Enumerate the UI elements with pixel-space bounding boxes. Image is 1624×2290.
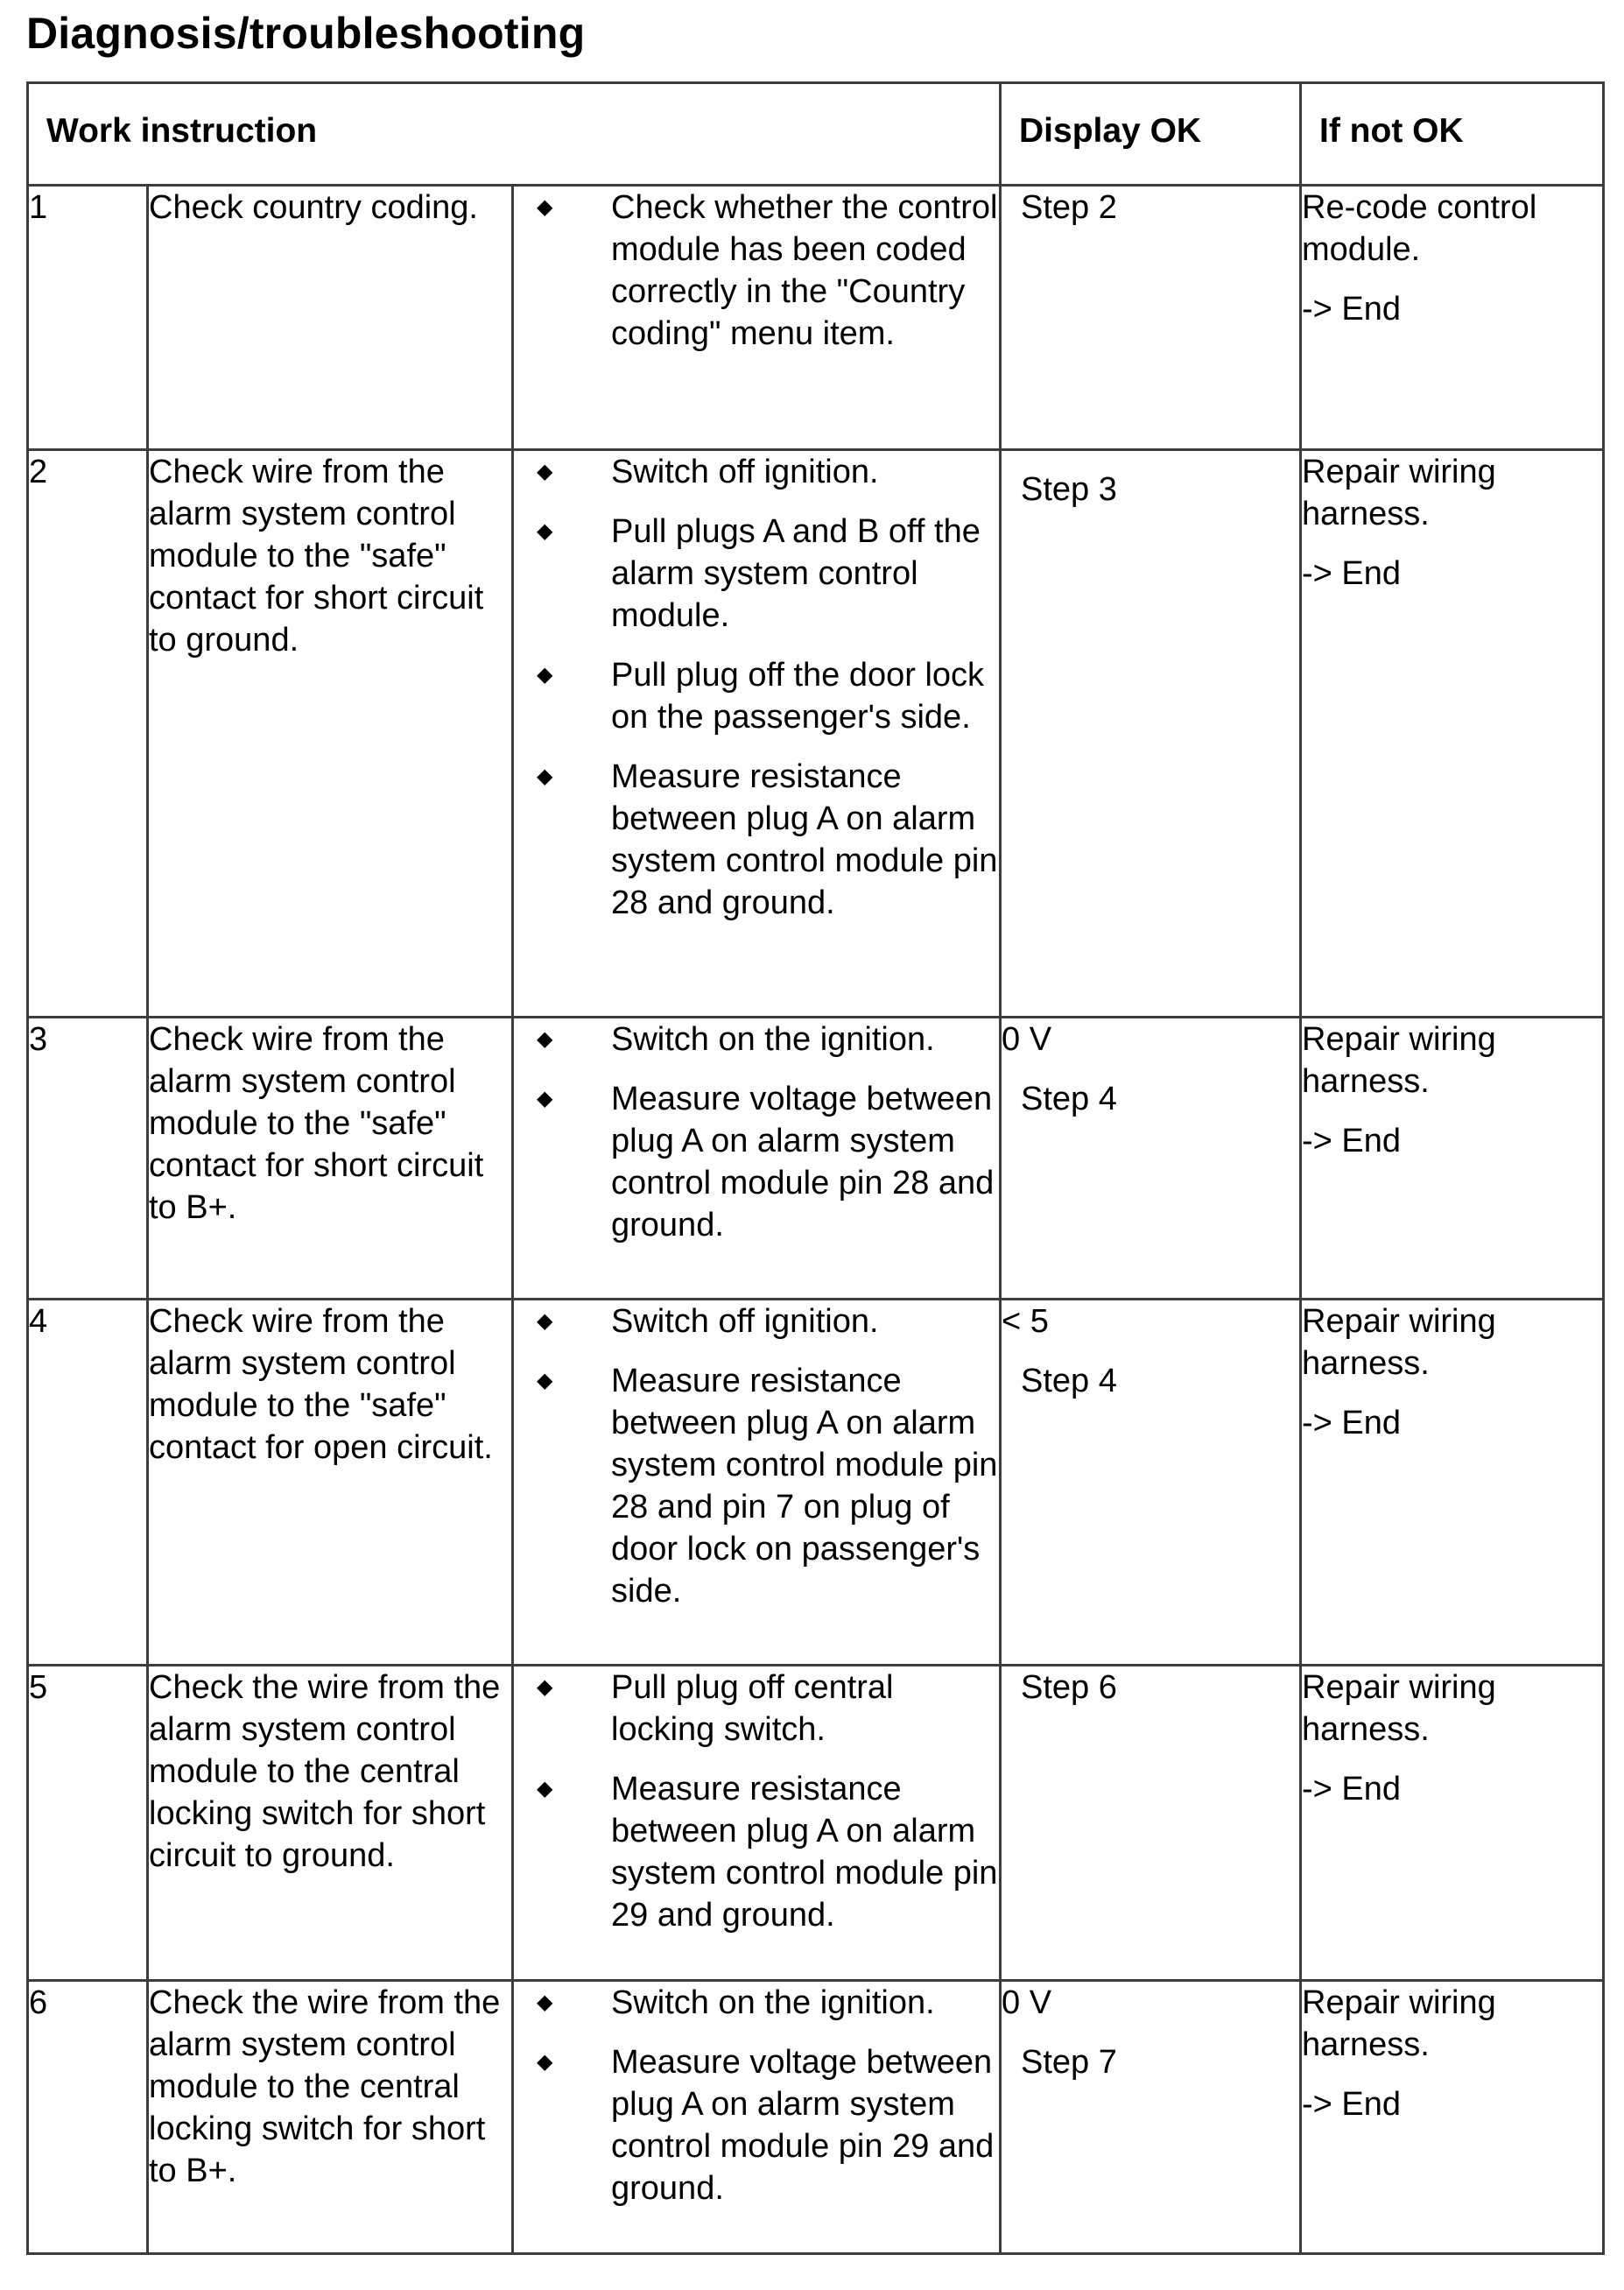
action-text: Measure voltage between plug A on alarm system control module pin 28 and ground. — [611, 1081, 995, 1244]
step-number: 4 — [28, 1300, 148, 1666]
ok-value: 0 V — [1002, 1984, 1052, 2021]
header-work-instruction: Work instruction — [28, 83, 1001, 186]
step-number: 5 — [28, 1666, 148, 1981]
action-text: Switch on the ignition. — [611, 1984, 935, 2021]
step-description: Check the wire from the alarm system control module to the central locking switch for short to B+. — [148, 1981, 513, 2254]
troubleshooting-table — [26, 81, 1605, 2255]
action-list — [514, 1018, 999, 1246]
if-not-ok-cell — [1301, 1981, 1604, 2254]
action-item — [514, 1666, 999, 1751]
action-item — [514, 1768, 999, 1936]
step-number: 3 — [28, 1018, 148, 1300]
diamond-bullet-icon: ◆ — [537, 1675, 553, 1699]
not-ok-end: -> End — [1302, 1405, 1402, 1441]
action-item — [514, 1360, 999, 1612]
action-text: Measure resistance between plug A on alarm system control module pin 28 and pin 7 on plug of door lock on passenger's side. — [611, 1363, 998, 1610]
step-description: Check the wire from the alarm system control module to the central locking switch for short circuit to ground. — [148, 1666, 513, 1981]
table-body — [28, 186, 1604, 2254]
step-actions — [513, 1666, 1001, 1981]
action-text: Switch off ignition. — [611, 454, 879, 490]
not-ok-action: Re-code control module. — [1302, 189, 1537, 268]
diamond-bullet-icon: ◆ — [537, 1309, 553, 1333]
ok-value: < 5 — [1002, 1303, 1049, 1340]
table-header-row — [28, 83, 1604, 186]
display-ok-cell — [1001, 450, 1301, 1018]
step-description: Check wire from the alarm system control module to the "safe" contact for open circuit. — [148, 1300, 513, 1666]
step-actions — [513, 1981, 1001, 2254]
action-item — [514, 187, 999, 355]
action-item — [514, 654, 999, 738]
header-display-ok: Display OK — [1001, 83, 1301, 186]
not-ok-end: -> End — [1302, 555, 1402, 592]
action-item — [514, 1018, 999, 1060]
if-not-ok-cell — [1301, 450, 1604, 1018]
not-ok-action: Repair wiring harness. — [1302, 1021, 1496, 1100]
step-number: 6 — [28, 1981, 148, 2254]
header-if-not-ok: If not OK — [1301, 83, 1604, 186]
if-not-ok-cell — [1301, 1300, 1604, 1666]
not-ok-action: Repair wiring harness. — [1302, 454, 1496, 532]
step-number: 2 — [28, 450, 148, 1018]
action-list — [514, 1300, 999, 1612]
table-row — [28, 186, 1604, 450]
diamond-bullet-icon: ◆ — [537, 1369, 553, 1392]
ok-value: 0 V — [1002, 1021, 1052, 1058]
table-row — [28, 450, 1604, 1018]
ok-next-step: Step 7 — [1021, 2044, 1117, 2081]
action-text: Check whether the control module has been coded correctly in the "Country coding" menu item. — [611, 189, 998, 352]
action-list — [514, 451, 999, 924]
not-ok-action: Repair wiring harness. — [1302, 1984, 1496, 2063]
step-actions — [513, 1018, 1001, 1300]
ok-next-step: Step 2 — [1021, 189, 1117, 226]
ok-next-step: Step 6 — [1021, 1669, 1117, 1706]
action-item — [514, 511, 999, 637]
action-item — [514, 756, 999, 924]
step-actions — [513, 1300, 1001, 1666]
diamond-bullet-icon: ◆ — [537, 195, 553, 219]
step-actions — [513, 450, 1001, 1018]
action-list — [514, 187, 999, 355]
action-list — [514, 1666, 999, 1936]
action-item — [514, 1078, 999, 1246]
action-item — [514, 451, 999, 493]
not-ok-action: Repair wiring harness. — [1302, 1669, 1496, 1748]
action-text: Measure voltage between plug A on alarm system control module pin 29 and ground. — [611, 2044, 995, 2207]
action-item — [514, 2041, 999, 2209]
display-ok-cell — [1001, 1981, 1301, 2254]
diamond-bullet-icon: ◆ — [537, 2050, 553, 2074]
not-ok-end: -> End — [1302, 1123, 1402, 1159]
ok-next-step: Step 3 — [1021, 471, 1117, 508]
table-row — [28, 1018, 1604, 1300]
diamond-bullet-icon: ◆ — [537, 1087, 553, 1110]
action-text: Pull plug off the door lock on the passenger's side. — [611, 657, 985, 736]
if-not-ok-cell — [1301, 1666, 1604, 1981]
diamond-bullet-icon: ◆ — [537, 519, 553, 543]
display-ok-cell — [1001, 1666, 1301, 1981]
step-description: Check country coding. — [148, 186, 513, 450]
diamond-bullet-icon: ◆ — [537, 460, 553, 483]
action-item — [514, 1982, 999, 2024]
not-ok-end: -> End — [1302, 2086, 1402, 2123]
action-text: Pull plug off central locking switch. — [611, 1669, 894, 1748]
if-not-ok-cell — [1301, 186, 1604, 450]
display-ok-cell — [1001, 1300, 1301, 1666]
step-actions — [513, 186, 1001, 450]
action-item — [514, 1300, 999, 1342]
action-text: Measure resistance between plug A on alarm system control module pin 28 and ground. — [611, 758, 998, 921]
action-text: Switch off ignition. — [611, 1303, 879, 1340]
diamond-bullet-icon: ◆ — [537, 1027, 553, 1051]
diamond-bullet-icon: ◆ — [537, 663, 553, 687]
diamond-bullet-icon: ◆ — [537, 1991, 553, 2014]
display-ok-cell — [1001, 186, 1301, 450]
not-ok-action: Repair wiring harness. — [1302, 1303, 1496, 1382]
action-text: Pull plugs A and B off the alarm system control module. — [611, 513, 981, 634]
diamond-bullet-icon: ◆ — [537, 765, 553, 788]
action-list — [514, 1982, 999, 2209]
action-text: Switch on the ignition. — [611, 1021, 935, 1058]
display-ok-cell — [1001, 1018, 1301, 1300]
step-description: Check wire from the alarm system control module to the "safe" contact for short circuit to ground. — [148, 450, 513, 1018]
table-row — [28, 1666, 1604, 1981]
ok-next-step: Step 4 — [1021, 1363, 1117, 1399]
diamond-bullet-icon: ◆ — [537, 1777, 553, 1800]
step-description: Check wire from the alarm system control module to the "safe" contact for short circuit to B+. — [148, 1018, 513, 1300]
page-title: Diagnosis/troubleshooting — [26, 9, 586, 58]
table-row — [28, 1981, 1604, 2254]
not-ok-end: -> End — [1302, 1771, 1402, 1807]
if-not-ok-cell — [1301, 1018, 1604, 1300]
step-number: 1 — [28, 186, 148, 450]
not-ok-end: -> End — [1302, 291, 1402, 328]
ok-next-step: Step 4 — [1021, 1081, 1117, 1117]
table-row — [28, 1300, 1604, 1666]
action-text: Measure resistance between plug A on alarm system control module pin 29 and ground. — [611, 1771, 998, 1934]
